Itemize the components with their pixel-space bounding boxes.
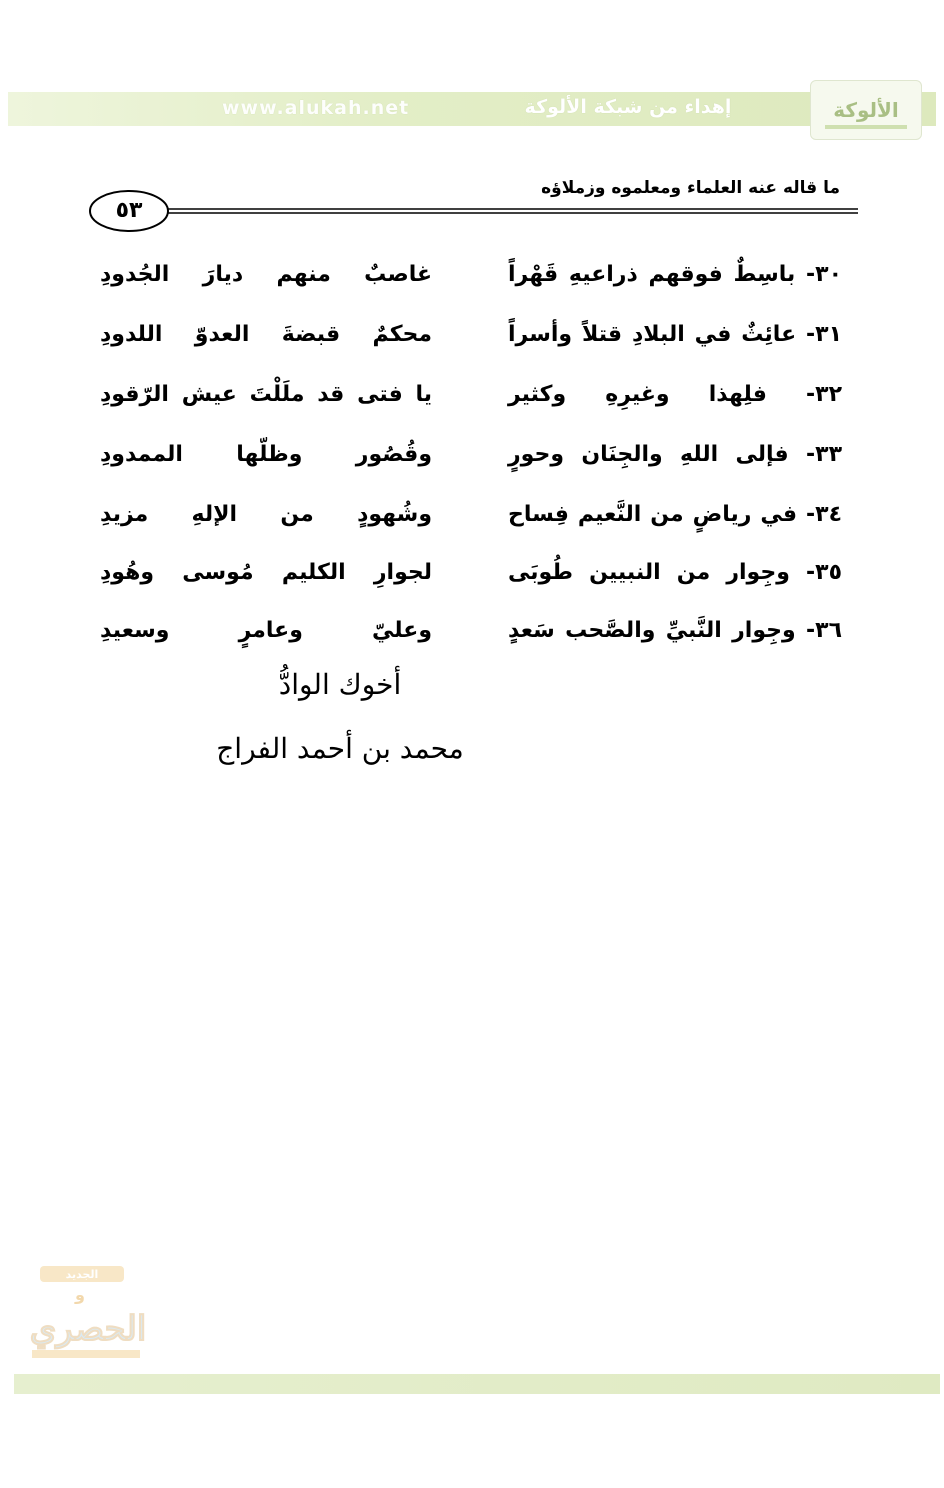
stamp-text-top: الجديد	[65, 1268, 99, 1281]
verse-second-hemistich: محكمٌ قبضةَ العدوّ اللدودِ	[100, 322, 432, 347]
bottom-banner	[14, 1374, 940, 1394]
page-number: ٥٣	[115, 198, 143, 223]
alukah-logo	[810, 80, 922, 140]
verse-first-hemistich: ٣٤- في رياضٍ من النَّعيم فِساح	[508, 502, 842, 527]
verse-second-hemistich: وقُصُور وظلّها الممدودِ	[100, 442, 432, 467]
verse-second-hemistich: وعليّ وعامرٍ وسعيدِ	[100, 618, 432, 643]
verse-second-hemistich: لجوارِ الكليم مُوسى وهُودِ	[100, 560, 432, 585]
verse-first-hemistich: ٣٣- فإلى اللهِ والجِنَان وحورٍ	[508, 442, 842, 467]
header-rule	[168, 208, 858, 215]
verse-second-hemistich: يا فتى قد ملَلْتَ عيش الرّقودِ	[100, 382, 432, 407]
banner-url: www.alukah.net	[222, 97, 410, 119]
banner-text: إهداء من شبكة الألوكة	[524, 96, 732, 118]
verse-first-hemistich: ٣١- عائِثٌ في البلادِ قتلاً وأسراً	[508, 322, 842, 347]
verse-first-hemistich: ٣٢- فلِهذا وغيرِهِ وكثير	[508, 382, 842, 407]
verse-first-hemistich: ٣٦- وجِوار النَّبيِّ والصَّحب سَعدٍ	[508, 618, 842, 643]
stamp-text-main: الحصري	[30, 1309, 145, 1349]
page-number-badge	[88, 189, 170, 233]
verse-first-hemistich: ٣٠- باسِطٌ فوقهم ذراعيهِ قَهْراً	[508, 262, 842, 287]
signature-greeting: أخوك الوادُّ	[278, 668, 402, 701]
verse-second-hemistich: غاصبٌ منهم ديارَ الجُدودِ	[100, 262, 432, 287]
watermark-stamp	[30, 1262, 145, 1362]
logo-text: الألوكة	[833, 98, 899, 122]
verse-first-hemistich: ٣٥- وجِوار من النبيين طُوبَى	[508, 560, 842, 585]
stamp-text-mid: و	[75, 1285, 85, 1304]
top-banner	[8, 92, 936, 126]
page-header-title: ما قاله عنه العلماء ومعلموه وزملاؤه	[541, 178, 840, 198]
verse-second-hemistich: وشُهودٍ من الإلهِ مزيدِ	[100, 502, 432, 527]
signature-name: محمد بن أحمد الفراج	[216, 732, 464, 765]
